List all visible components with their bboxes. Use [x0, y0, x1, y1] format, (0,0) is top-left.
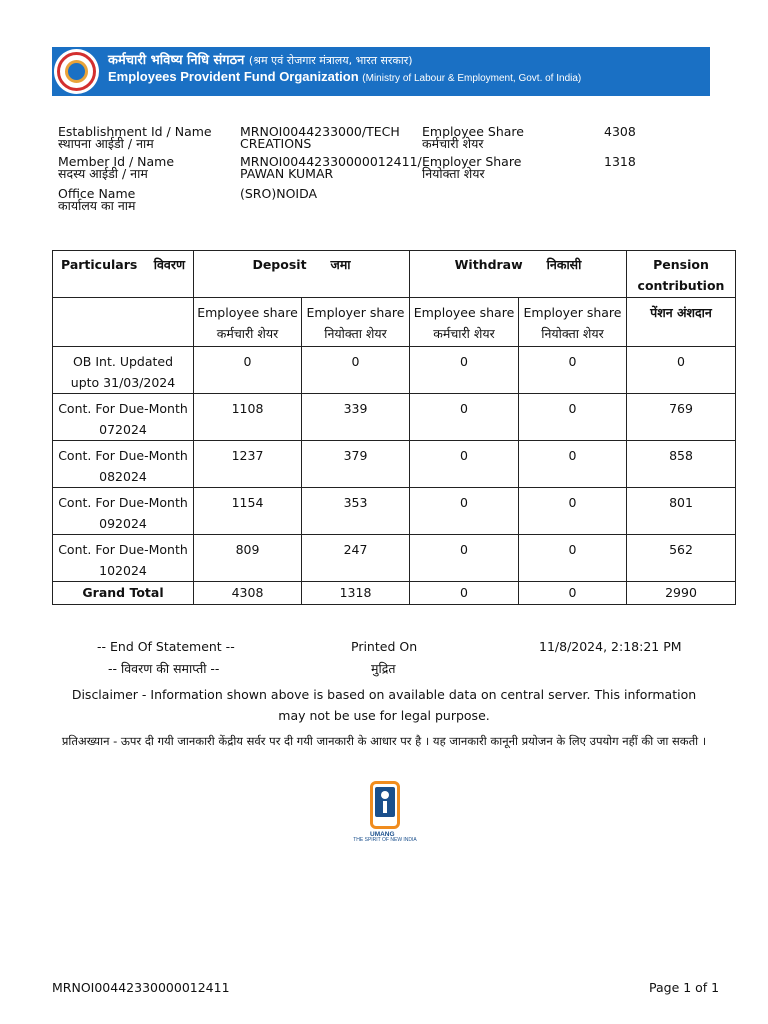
withdraw-employer-subheader: Employer share नियोक्ता शेयर — [519, 298, 627, 347]
table-row — [53, 347, 736, 394]
pension-cell: 0 — [627, 347, 736, 394]
deposit-employee-cell: 1237 — [194, 441, 302, 488]
printed-on-label-hindi: मुद्रित — [371, 661, 396, 676]
member-label: Member Id / Name सदस्य आईडी / नाम — [58, 154, 175, 181]
total-withdraw-employee: 0 — [410, 582, 519, 605]
umang-tagline: THE SPIRIT OF NEW INDIA — [353, 837, 417, 843]
office-value: (SRO)NOIDA — [240, 186, 318, 201]
deposit-employer-subheader: Employer share नियोक्ता शेयर — [302, 298, 410, 347]
pension-subheader: पेंशन अंशदान — [627, 298, 736, 347]
end-of-statement-hindi: -- विवरण की समाप्ती -- — [108, 661, 220, 676]
pension-cell: 858 — [627, 441, 736, 488]
establishment-label: Establishment Id / Name स्थापना आईडी / नाम — [58, 124, 212, 151]
footer-member-id: MRNOI00442330000012411 — [52, 980, 230, 995]
row-label: OB Int. Updated upto 31/03/2024 — [53, 347, 194, 394]
establishment-value: MRNOI0044233000/TECH CREATIONS — [240, 124, 400, 151]
deposit-employer-cell: 0 — [302, 347, 410, 394]
grand-total-label: Grand Total — [53, 582, 194, 605]
employer-share-value: 1318 — [604, 154, 636, 169]
deposit-employee-cell: 1108 — [194, 394, 302, 441]
printed-datetime: 11/8/2024, 2:18:21 PM — [539, 639, 682, 654]
employee-share-value: 4308 — [604, 124, 636, 139]
deposit-employer-cell: 247 — [302, 535, 410, 582]
total-pension: 2990 — [627, 582, 736, 605]
pension-cell: 769 — [627, 394, 736, 441]
table-subheader-row — [53, 298, 736, 347]
deposit-employee-cell: 809 — [194, 535, 302, 582]
employer-share-label: Employer Share नियोक्ता शेयर — [422, 154, 522, 181]
umang-logo — [350, 781, 420, 843]
withdraw-employer-cell: 0 — [519, 535, 627, 582]
deposit-employee-cell: 1154 — [194, 488, 302, 535]
total-deposit-employee: 4308 — [194, 582, 302, 605]
withdraw-employee-cell: 0 — [410, 347, 519, 394]
deposit-header: Deposit जमा — [194, 251, 410, 298]
row-label: Cont. For Due-Month 082024 — [53, 441, 194, 488]
org-name-english-line — [108, 69, 581, 84]
epfo-logo-icon — [54, 49, 99, 94]
ministry-hindi: (श्रम एवं रोजगार मंत्रालय, भारत सरकार) — [248, 54, 413, 67]
grand-total-row — [53, 582, 736, 605]
deposit-employer-cell: 353 — [302, 488, 410, 535]
employee-share-label: Employee Share कर्मचारी शेयर — [422, 124, 524, 151]
subheader-empty — [53, 298, 194, 347]
pension-cell: 801 — [627, 488, 736, 535]
end-of-statement: -- End Of Statement -- — [97, 639, 235, 654]
org-name-hindi: कर्मचारी भविष्य निधि संगठन — [108, 53, 245, 68]
disclaimer-english: Disclaimer - Information shown above is based on available data on central server. This information may not be use for legal purpose. — [71, 687, 697, 723]
page-number: Page 1 of 1 — [649, 980, 720, 995]
member-value: MRNOI00442330000012411/ PAWAN KUMAR — [240, 154, 422, 181]
withdraw-employee-cell: 0 — [410, 394, 519, 441]
office-label: Office Name कार्यालय का नाम — [58, 186, 136, 213]
table-header-row — [53, 251, 736, 298]
table-row — [53, 394, 736, 441]
pension-cell: 562 — [627, 535, 736, 582]
deposit-employee-subheader: Employee share कर्मचारी शेयर — [194, 298, 302, 347]
pension-header: Pension contribution — [627, 251, 736, 298]
withdraw-employer-cell: 0 — [519, 394, 627, 441]
deposit-employee-cell: 0 — [194, 347, 302, 394]
umang-name: UMANG — [370, 831, 395, 838]
withdraw-employer-cell: 0 — [519, 488, 627, 535]
statement-table — [52, 250, 736, 605]
particulars-header: Particulars विवरण — [53, 251, 194, 298]
row-label: Cont. For Due-Month 072024 — [53, 394, 194, 441]
table-row — [53, 535, 736, 582]
table-row — [53, 488, 736, 535]
deposit-employer-cell: 379 — [302, 441, 410, 488]
printed-on-label: Printed On — [351, 639, 418, 654]
deposit-employer-cell: 339 — [302, 394, 410, 441]
row-label: Cont. For Due-Month 092024 — [53, 488, 194, 535]
disclaimer-hindi: प्रतिअख्यान - ऊपर दी गयी जानकारी केंद्रीय सर्वर पर दी गयी जानकारी के आधार पर है । यह जानकारी कानूनी प्रयोजन के लिए उपयोग नहीं की जा सकती । — [61, 734, 707, 748]
table-row — [53, 441, 736, 488]
org-name-hindi-line — [108, 50, 413, 68]
withdraw-employee-cell: 0 — [410, 441, 519, 488]
total-withdraw-employer: 0 — [519, 582, 627, 605]
org-name-english: Employees Provident Fund Organization — [108, 69, 359, 84]
ministry-english: (Ministry of Labour & Employment, Govt. of India) — [362, 73, 582, 84]
row-label: Cont. For Due-Month 102024 — [53, 535, 194, 582]
withdraw-employee-subheader: Employee share कर्मचारी शेयर — [410, 298, 519, 347]
withdraw-employee-cell: 0 — [410, 535, 519, 582]
total-deposit-employer: 1318 — [302, 582, 410, 605]
withdraw-employer-cell: 0 — [519, 441, 627, 488]
withdraw-employee-cell: 0 — [410, 488, 519, 535]
withdraw-header: Withdraw निकासी — [410, 251, 627, 298]
withdraw-employer-cell: 0 — [519, 347, 627, 394]
